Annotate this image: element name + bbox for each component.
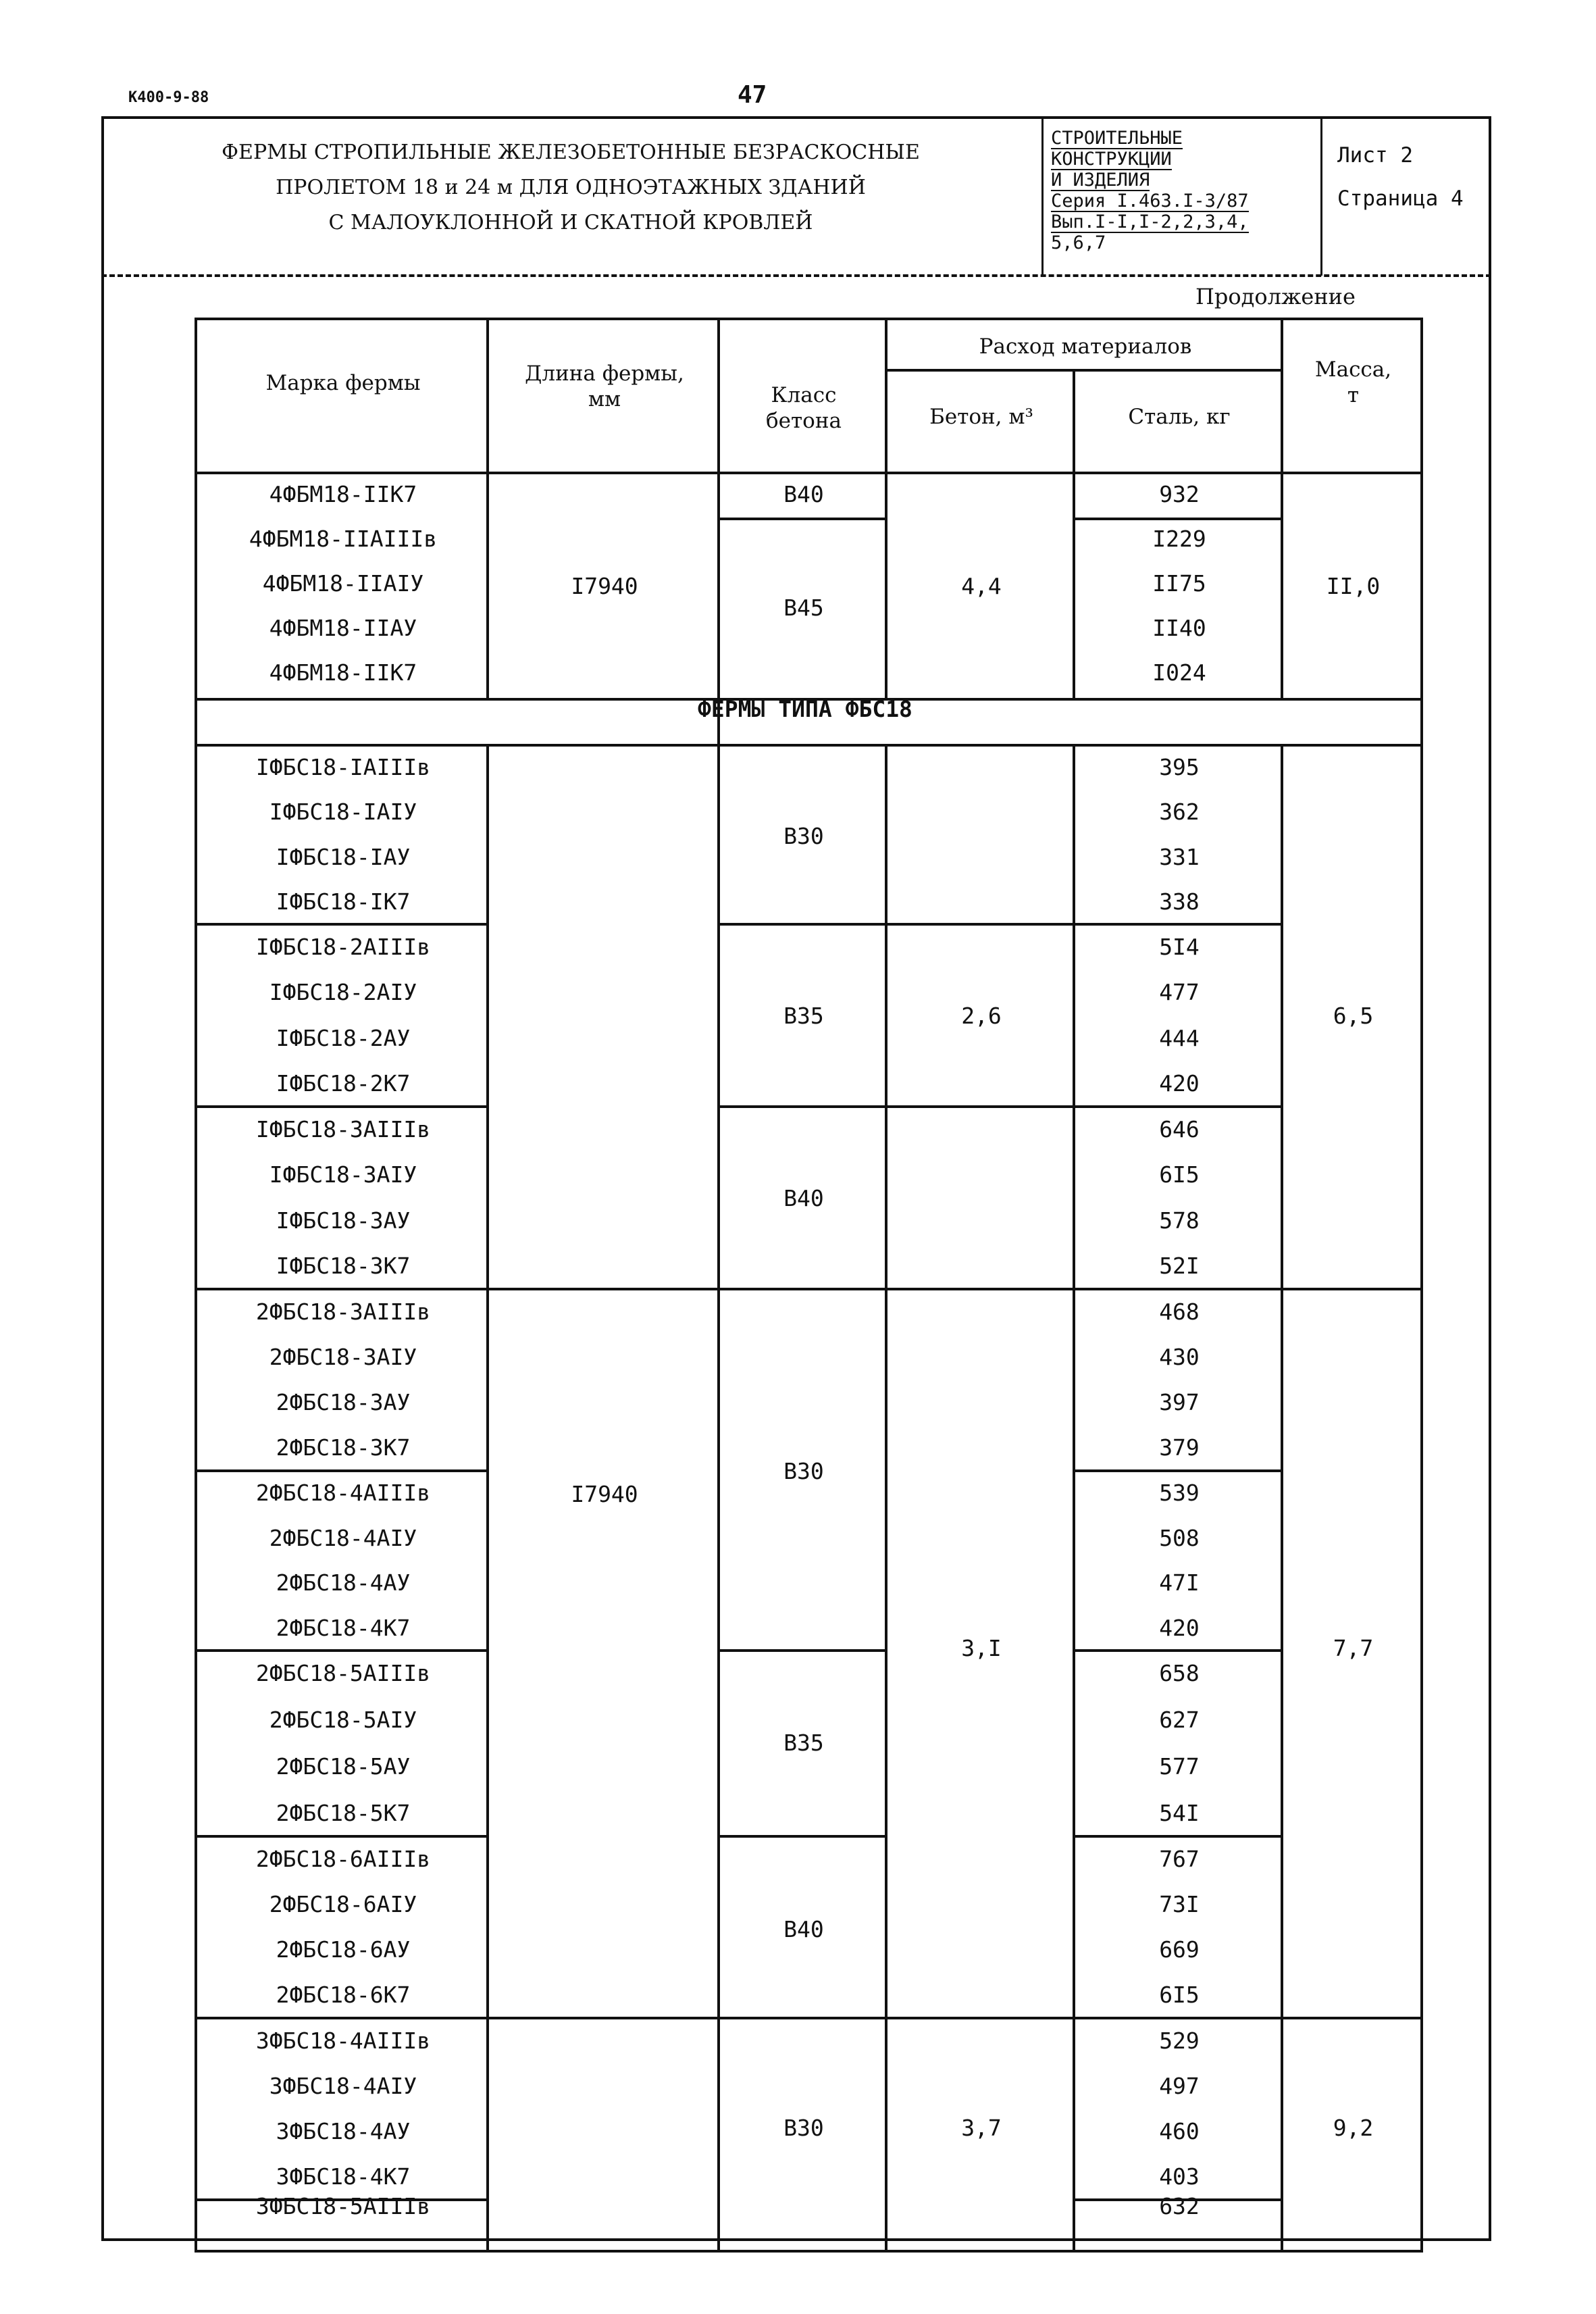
cell-class: B35: [783, 1730, 824, 1756]
cell-class: B30: [783, 2115, 824, 2141]
cell-steel: 658: [1159, 1660, 1200, 1686]
col-header-steel: Сталь, кг: [1128, 405, 1231, 429]
cell-mark: IФБС18-IК7: [276, 888, 411, 915]
cell-mark: IФБС18-2АIУ: [269, 979, 417, 1005]
cell-mark: IФБС18-3К7: [276, 1253, 411, 1279]
cell-mark: 2ФБС18-6АIIIв: [255, 1846, 431, 1872]
cell-mark: 2ФБС18-6К7: [276, 1982, 411, 2008]
cell-steel: 73I: [1159, 1891, 1200, 1917]
series-line: СТРОИТЕЛЬНЫЕ: [1051, 128, 1183, 149]
cell-steel: 5I4: [1159, 934, 1200, 960]
cell-class: B30: [783, 1458, 824, 1484]
cell-steel: 767: [1159, 1846, 1200, 1872]
col-header-mark: Марка фермы: [265, 371, 421, 395]
title-line: ПРОЛЕТОМ 18 и 24 м ДЛЯ ОДНОЭТАЖНЫХ ЗДАНИЙ: [276, 176, 866, 199]
cell-steel: 338: [1159, 888, 1200, 915]
cell-steel: 430: [1159, 1344, 1200, 1370]
cell-steel: 444: [1159, 1025, 1200, 1051]
col-header-length: [490, 361, 719, 412]
cell-mark: 2ФБС18-4К7: [276, 1615, 411, 1641]
cell-steel: 508: [1159, 1525, 1200, 1551]
cell-concrete: 2,6: [961, 1003, 1002, 1029]
col-header-class-text: Класс: [771, 383, 837, 407]
cell-mark: 2ФБС18-4АIУ: [269, 1525, 417, 1551]
cell-class: B40: [783, 1916, 824, 1942]
cell-mark: IФБС18-3АУ: [276, 1207, 411, 1234]
cell-steel: 395: [1159, 754, 1200, 780]
cell-length: I7940: [571, 573, 638, 599]
cell-steel: I024: [1152, 659, 1206, 686]
cell-steel: 539: [1159, 1480, 1200, 1506]
cell-steel: 420: [1159, 1070, 1200, 1097]
cell-steel: 6I5: [1159, 1982, 1200, 2008]
cell-steel: 577: [1159, 1753, 1200, 1780]
cell-steel: 362: [1159, 799, 1200, 825]
sheet-page: Страница 4: [1337, 186, 1464, 211]
series-line: КОНСТРУКЦИИ: [1051, 149, 1172, 170]
cell-mark: 4ФБМ18-IIАIУ: [262, 570, 424, 597]
series-line: И ИЗДЕЛИЯ: [1051, 170, 1150, 191]
series-line: Серия I.463.I-3/87: [1051, 191, 1249, 211]
cell-concrete: 3,7: [961, 2115, 1002, 2141]
cell-steel: II75: [1152, 570, 1206, 597]
cell-steel: 646: [1159, 1116, 1200, 1142]
document-code: К400-9-88: [128, 89, 209, 106]
cell-mark: 4ФБМ18-IIАIIIв: [249, 526, 438, 552]
cell-steel: 420: [1159, 1615, 1200, 1641]
cell-mark: IФБС18-IАУ: [276, 844, 411, 870]
cell-mark: 2ФБС18-5АIУ: [269, 1707, 417, 1733]
col-header-length-text: Длина фермы,: [525, 361, 684, 386]
section-title: ФЕРМЫ ТИПА ФБС18: [698, 696, 912, 722]
cell-steel: 497: [1159, 2073, 1200, 2099]
title-line: ФЕРМЫ СТРОПИЛЬНЫЕ ЖЕЛЕЗОБЕТОННЫЕ БЕЗРАСКОСНЫЕ: [222, 141, 920, 164]
continuation-label: Продолжение: [1195, 284, 1356, 309]
series-line: 5,6,7: [1051, 232, 1106, 253]
cell-mark: IФБС18-2АУ: [276, 1025, 411, 1051]
cell-mark: 2ФБС18-4АIIIв: [255, 1480, 431, 1506]
col-header-consumption: Расход материалов: [979, 334, 1192, 359]
cell-mark: IФБС18-2АIIIв: [255, 934, 431, 960]
cell-steel: 632: [1159, 2193, 1200, 2219]
cell-steel: 397: [1159, 1389, 1200, 1415]
cell-mark: IФБС18-3АIIIв: [255, 1116, 431, 1142]
cell-steel: I229: [1152, 526, 1206, 552]
cell-mark: 2ФБС18-3К7: [276, 1434, 411, 1461]
cell-mark: IФБС18-3АIУ: [269, 1161, 417, 1188]
cell-steel: 529: [1159, 2028, 1200, 2054]
cell-mark: 3ФБС18-4К7: [276, 2163, 411, 2190]
col-header-length-unit: мм: [588, 387, 621, 411]
cell-steel: 403: [1159, 2163, 1200, 2190]
cell-mass: 6,5: [1333, 1003, 1374, 1029]
col-header-mass: [1285, 357, 1422, 408]
cell-steel: 54I: [1159, 1800, 1200, 1826]
cell-mark: 4ФБМ18-IIК7: [269, 481, 417, 507]
cell-class: B40: [783, 481, 824, 507]
cell-mark: 3ФБС18-4АУ: [276, 2118, 411, 2144]
cell-mark: 2ФБС18-5АУ: [276, 1753, 411, 1780]
cell-mark: 2ФБС18-3АIУ: [269, 1344, 417, 1370]
col-header-class: [721, 382, 886, 434]
title-line: С МАЛОУКЛОННОЙ И СКАТНОЙ КРОВЛЕЙ: [328, 211, 813, 234]
cell-class: B45: [783, 595, 824, 621]
cell-steel: 468: [1159, 1299, 1200, 1325]
cell-mark: 2ФБС18-3АУ: [276, 1389, 411, 1415]
cell-steel: II40: [1152, 615, 1206, 641]
cell-mark: IФБС18-IАIУ: [269, 799, 417, 825]
cell-concrete: 4,4: [961, 573, 1002, 599]
cell-mass: II,0: [1326, 573, 1381, 599]
cell-steel: 331: [1159, 844, 1200, 870]
cell-mark: 2ФБС18-3АIIIв: [255, 1299, 431, 1325]
cell-mark: 3ФБС18-4АIIIв: [255, 2028, 431, 2054]
col-header-class-text2: бетона: [766, 409, 842, 433]
cell-steel: 379: [1159, 1434, 1200, 1461]
cell-steel: 932: [1159, 481, 1200, 507]
cell-steel: 47I: [1159, 1569, 1200, 1596]
cell-mass: 9,2: [1333, 2115, 1374, 2141]
cell-mark: 2ФБС18-5К7: [276, 1800, 411, 1826]
cell-steel: 669: [1159, 1936, 1200, 1963]
cell-steel: 52I: [1159, 1253, 1200, 1279]
series-line: Вып.I-I,I-2,2,3,4,: [1051, 211, 1249, 232]
cell-mark: 2ФБС18-6АУ: [276, 1936, 411, 1963]
cell-steel: 578: [1159, 1207, 1200, 1234]
cell-steel: 477: [1159, 979, 1200, 1005]
cell-steel: 460: [1159, 2118, 1200, 2144]
cell-mark: 3ФБС18-5АIIIв: [255, 2193, 431, 2219]
cell-class: B35: [783, 1003, 824, 1029]
cell-mark: 2ФБС18-4АУ: [276, 1569, 411, 1596]
cell-mark: IФБС18-IАIIIв: [255, 754, 431, 780]
cell-mark: 4ФБМ18-IIАУ: [269, 615, 417, 641]
cell-concrete: 3,I: [961, 1635, 1002, 1661]
cell-mark: 4ФБМ18-IIК7: [269, 659, 417, 686]
cell-class: B30: [783, 823, 824, 849]
cell-length: I7940: [571, 1481, 638, 1507]
cell-mark: IФБС18-2К7: [276, 1070, 411, 1097]
cell-mark: 2ФБС18-5АIIIв: [255, 1660, 431, 1686]
col-header-mass-unit: т: [1347, 383, 1360, 407]
cell-mark: 2ФБС18-6АIУ: [269, 1891, 417, 1917]
page-number: 47: [738, 81, 767, 109]
cell-mass: 7,7: [1333, 1635, 1374, 1661]
col-header-concrete: Бетон, м³: [929, 405, 1033, 429]
cell-steel: 627: [1159, 1707, 1200, 1733]
cell-class: B40: [783, 1185, 824, 1211]
sheet-number: Лист 2: [1337, 143, 1413, 168]
cell-mark: 3ФБС18-4АIУ: [269, 2073, 417, 2099]
cell-steel: 6I5: [1159, 1161, 1200, 1188]
col-header-mass-text: Масса,: [1314, 357, 1392, 382]
